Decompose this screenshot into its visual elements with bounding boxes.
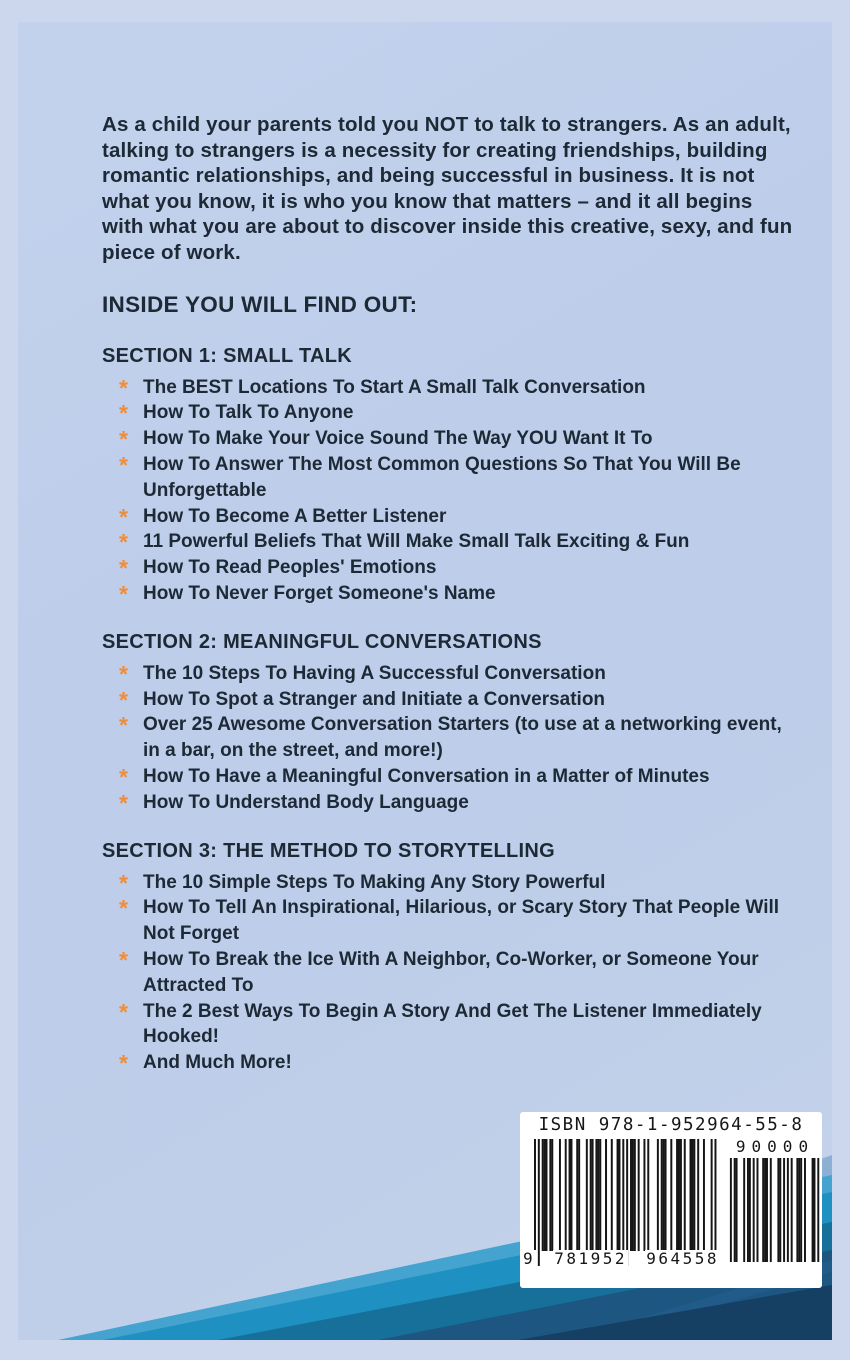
toc-item-text: How To Spot a Stranger and Initiate a Conversation (143, 688, 606, 710)
section-title: SECTION 1: SMALL TALK (102, 344, 353, 367)
asterisk-bullet-icon: * (119, 529, 128, 556)
toc-item (102, 712, 796, 764)
asterisk-bullet-icon: * (119, 580, 128, 607)
intro-paragraph: As a child your parents told you NOT to talk to strangers. As an adult, talking to strangers is a necessity for creating friendships, building romantic relationships, and being successful in business. It is not what you know, it is who you know that matters – and it all begins with what you are about to discover inside this creative, sexy, and fun piece of work. (102, 113, 793, 264)
asterisk-bullet-icon: * (119, 712, 128, 739)
toc-item-text: How To Have a Meaningful Conversation in a Matter of Minutes (143, 765, 710, 787)
sections-container (102, 345, 796, 1076)
toc-item-text: How To Make Your Voice Sound The Way YOU Want It To (143, 428, 653, 450)
toc-item (102, 504, 796, 530)
section-title: SECTION 2: MEANINGFUL CONVERSATIONS (102, 630, 542, 653)
toc-item-text: How To Answer The Most Common Questions So That You Will Be Unforgettable (143, 453, 741, 501)
toc-item-text: The 10 Simple Steps To Making Any Story Powerful (143, 871, 606, 893)
toc-item-text: The 2 Best Ways To Begin A Story And Get The Listener Immediately Hooked! (143, 1000, 762, 1048)
toc-item (102, 687, 796, 713)
toc-item-text: How To Tell An Inspirational, Hilarious, or Scary Story That People Will Not Forget (143, 897, 780, 945)
asterisk-bullet-icon: * (119, 789, 128, 816)
toc-item-text: Over 25 Awesome Conversation Starters (to use at a networking event, in a bar, on the street, and more!) (143, 714, 782, 762)
barcode-bars-svg (534, 1139, 717, 1266)
barcode-digit-group: 781952 (554, 1249, 628, 1268)
toc-item (102, 529, 796, 555)
asterisk-bullet-icon: * (119, 686, 128, 713)
toc-item (102, 790, 796, 816)
price-code-label: 90000 (735, 1137, 815, 1156)
asterisk-bullet-icon: * (119, 660, 128, 687)
asterisk-bullet-icon: * (119, 555, 128, 582)
toc-item (102, 895, 796, 947)
section-title: SECTION 3: THE METHOD TO STORYTELLING (102, 839, 555, 862)
asterisk-bullet-icon: * (119, 400, 128, 427)
toc-item (102, 555, 796, 581)
section-item-list (102, 375, 796, 607)
toc-item (102, 581, 796, 607)
barcode-digit-group: 9 (523, 1249, 536, 1268)
asterisk-bullet-icon: * (119, 998, 128, 1025)
toc-item (102, 870, 796, 896)
asterisk-bullet-icon: * (119, 763, 128, 790)
section-item-list (102, 661, 796, 816)
toc-item (102, 1050, 796, 1076)
toc-item-text: The 10 Steps To Having A Successful Conversation (143, 662, 606, 684)
toc-section (102, 840, 796, 1076)
toc-item (102, 999, 796, 1051)
section-item-list (102, 870, 796, 1076)
toc-section (102, 345, 796, 607)
isbn-number-label: ISBN 978-1-952964-55-8 (538, 1115, 804, 1135)
asterisk-bullet-icon: * (119, 895, 128, 922)
toc-item (102, 452, 796, 504)
barcode-bars-svg (728, 1158, 820, 1262)
ean13-bars (534, 1139, 718, 1267)
toc-item-text: 11 Powerful Beliefs That Will Make Small Talk Exciting & Fun (143, 531, 690, 553)
asterisk-bullet-icon: * (119, 869, 128, 896)
asterisk-bullet-icon: * (119, 426, 128, 453)
asterisk-bullet-icon: * (119, 374, 128, 401)
toc-item (102, 947, 796, 999)
toc-item (102, 426, 796, 452)
ean5-supplement-bars (728, 1158, 820, 1264)
toc-item (102, 375, 796, 401)
toc-item-text: How To Break the Ice With A Neighbor, Co-Worker, or Someone Your Attracted To (143, 948, 759, 996)
asterisk-bullet-icon: * (119, 1050, 128, 1077)
find-out-heading: INSIDE YOU WILL FIND OUT: (102, 291, 418, 317)
barcode-digit-group: 964558 (646, 1249, 719, 1268)
toc-item-text: How To Read Peoples' Emotions (143, 557, 437, 579)
asterisk-bullet-icon: * (119, 946, 128, 973)
toc-item-text: How To Become A Better Listener (143, 505, 447, 527)
toc-item (102, 400, 796, 426)
toc-section (102, 631, 796, 816)
isbn-barcode-block (520, 1112, 822, 1288)
toc-item (102, 661, 796, 687)
toc-item-text: How To Talk To Anyone (143, 402, 354, 424)
asterisk-bullet-icon: * (119, 451, 128, 478)
back-cover-text-column (102, 112, 796, 1076)
toc-item-text: How To Understand Body Language (143, 791, 469, 813)
barcode-digits-row (522, 1250, 720, 1267)
toc-item-text: How To Never Forget Someone's Name (143, 582, 496, 604)
toc-item-text: The BEST Locations To Start A Small Talk Conversation (143, 376, 646, 398)
asterisk-bullet-icon: * (119, 503, 128, 530)
toc-item-text: And Much More! (143, 1052, 292, 1074)
toc-item (102, 764, 796, 790)
